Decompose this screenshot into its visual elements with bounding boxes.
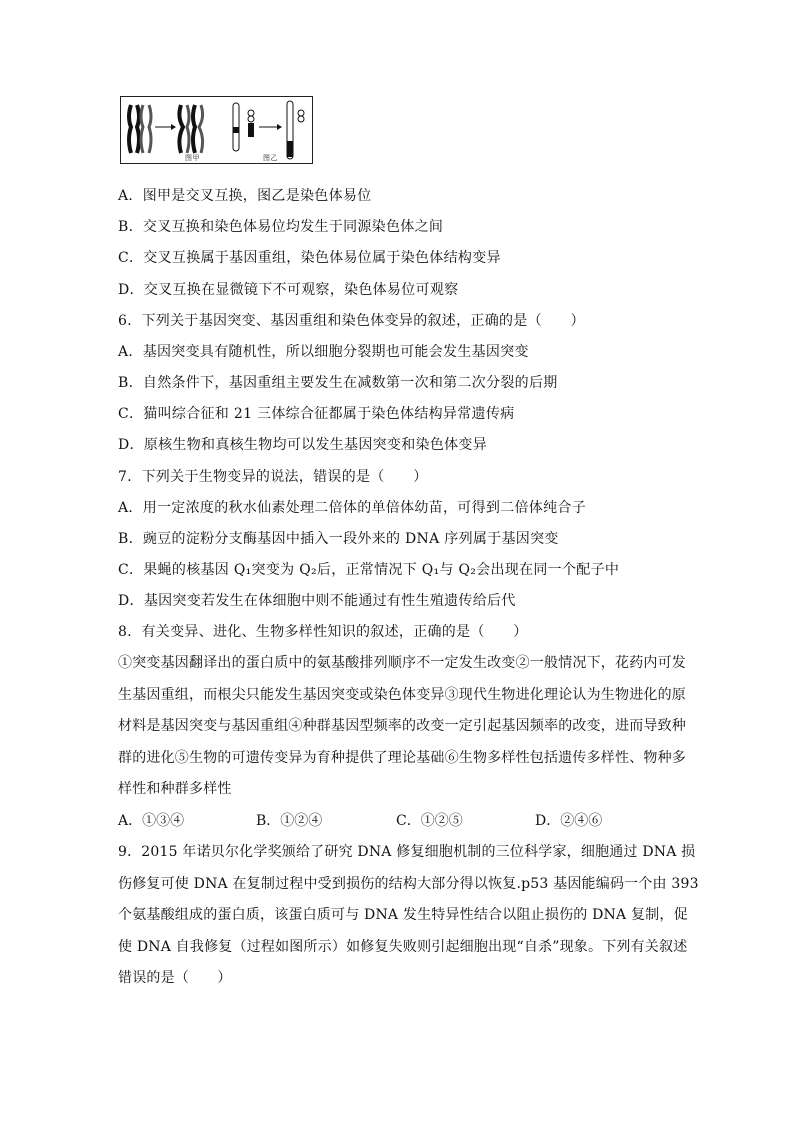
arrow-2 (259, 124, 282, 130)
q8-statement-line: 样性和种群多样性 (118, 781, 232, 797)
q7-stem: 7．下列关于生物变异的说法，错误的是（ ） (118, 469, 428, 485)
q7-option-a: A．用一定浓度的秋水仙素处理二倍体的单倍体幼苗，可得到二倍体纯合子 (118, 500, 587, 516)
q6-option-a: A．基因突变具有随机性，所以细胞分裂期也可能会发生基因突变 (118, 344, 529, 360)
chromosome-figure (120, 96, 313, 164)
translocation-after (287, 101, 304, 159)
figure-label-left: 图甲 (185, 154, 200, 162)
figure-label-right: 图乙 (263, 154, 278, 162)
q9-line: 错误的是（ ） (118, 970, 232, 986)
q8-option-a: A．①③④ (118, 813, 185, 829)
q9-line: 个氨基酸组成的蛋白质，该蛋白质可与 DNA 发生特异性结合以阻止损伤的 DNA 复制，促 (118, 907, 688, 923)
q7-option-d: D．基因突变若发生在体细胞中则不能通过有性生殖遗传给后代 (118, 593, 516, 609)
q8-option-d: D．②④⑥ (535, 813, 603, 829)
q9-line: 使 DNA 自我修复（过程如图所示）如修复失败则引起细胞出现“自杀”现象。下列有关叙述 (118, 938, 688, 955)
q6-option-b: B．自然条件下，基因重组主要发生在减数第一次和第二次分裂的后期 (118, 375, 558, 391)
q8-statement-line: ①突变基因翻译出的蛋白质中的氨基酸排列顺序不一定发生改变②一般情况下，花药内可发 (118, 655, 686, 671)
q8-stem: 8．有关变异、进化、生物多样性知识的叙述，正确的是（ ） (118, 624, 528, 640)
q7-option-b: B．豌豆的淀粉分支酶基因中插入一段外来的 DNA 序列属于基因突变 (118, 531, 559, 547)
q7-option-c: C．果蝇的核基因 Q₁突变为 Q₂后，正常情况下 Q₁与 Q₂会出现在同一个配子中 (118, 562, 620, 578)
chromosome-diagram (121, 97, 314, 165)
q9-stem (118, 837, 699, 995)
q8-option-c: C．①②⑤ (396, 813, 463, 829)
q5-option-c: C．交叉互换属于基因重组，染色体易位属于染色体结构变异 (118, 250, 501, 266)
q6-stem: 6．下列关于基因突变、基因重组和染色体变异的叙述，正确的是（ ） (118, 313, 585, 329)
q8-statement-line: 材料是基因突变与基因重组④种群基因型频率的改变一定引起基因频率的改变，进而导致种 (118, 718, 686, 734)
q9-line: 9．2015 年诺贝尔化学奖颁给了研究 DNA 修复细胞机制的三位科学家，细胞通过 DNA 损 (118, 844, 696, 860)
crossover-before (129, 105, 151, 153)
q5-option-a: A．图甲是交叉互换，图乙是染色体易位 (118, 188, 372, 204)
q9-line: 伤修复可使 DNA 在复制过程中受到损伤的结构大部分得以恢复.p53 基因能编码一个由 393 (118, 875, 699, 892)
crossover-after (179, 105, 202, 153)
q8-statements (118, 648, 686, 806)
q6-option-d: D．原核生物和真核生物均可以发生基因突变和染色体变异 (118, 437, 488, 453)
q5-option-b: B．交叉互换和染色体易位均发生于同源染色体之间 (118, 219, 444, 235)
q6-option-c: C．猫叫综合征和 21 三体综合征都属于染色体结构异常遗传病 (118, 406, 515, 422)
translocation-before (233, 103, 254, 151)
q5-option-d: D．交叉互换在显微镜下不可观察，染色体易位可观察 (118, 282, 459, 298)
q8-option-b: B．①②④ (256, 813, 323, 829)
q8-statement-line: 群的进化⑤生物的可遗传变异为育种提供了理论基础⑥生物多样性包括遗传多样性、物种多 (118, 749, 686, 766)
q8-statement-line: 生基因重组，而根尖只能发生基因突变或染色体变异③现代生物进化理论认为生物进化的原 (118, 686, 686, 703)
arrow-1 (155, 124, 176, 130)
